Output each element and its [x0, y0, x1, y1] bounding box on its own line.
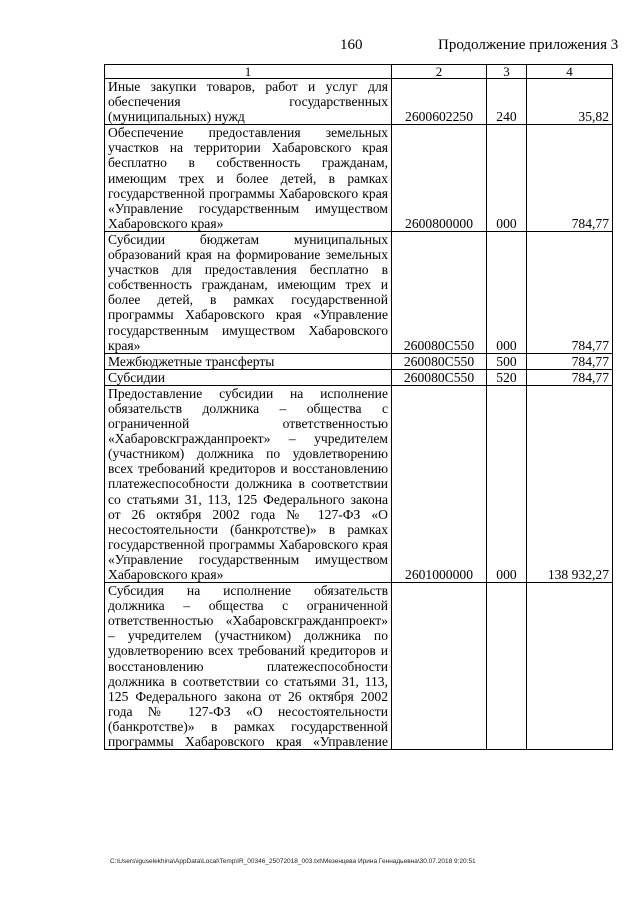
row-name: Субсидия на исполнение обязательств должника – общества с ограниченной ответственностью «Хабаровскгражданпроект» – учредителем (участником) должника по удовлетворению всех требований кредиторов и восстановлению платежеспособности должника в соответствии со статьями 31, 113, 125 Федерального закона от 26 октября 2002 года № 127-ФЗ «О несостоятельности (банкротстве)» в рамках государственной программы Хабаровского края «Управление: [105, 583, 392, 750]
row-code: 260080С550: [392, 353, 487, 369]
table-row: [105, 125, 613, 232]
row-type: 500: [487, 353, 527, 369]
page-number: 160: [340, 37, 363, 53]
row-type: 240: [487, 79, 527, 125]
row-name: Предоставление субсидии на исполнение обязательств должника – общества с ограниченной ответственностью «Хабаровскгражданпроект» – учредителем (участником) должника по удовлетворению всех требований кредиторов и восстановлению платежеспособности должника в соответствии со статьями 31, 113, 125 Федерального закона от 26 октября 2002 года № 127-ФЗ «О несостоятельности (банкротстве)» в рамках государственной программы Хабаровского края «Управление государственным имуществом Хабаровского края»: [105, 385, 392, 582]
continuation-label: Продолжение приложения 3: [438, 37, 619, 53]
row-amount: 35,82: [527, 79, 613, 125]
table-row: [105, 369, 613, 385]
row-code: [392, 583, 487, 750]
table-row: [105, 583, 613, 750]
row-type: 000: [487, 385, 527, 582]
row-amount: 138 932,27: [527, 385, 613, 582]
row-type: 000: [487, 125, 527, 232]
table-header-row: [105, 65, 613, 79]
column-header: 2: [392, 65, 487, 79]
row-type: [487, 583, 527, 750]
row-amount: 784,77: [527, 231, 613, 353]
column-header: 1: [105, 65, 392, 79]
budget-table: [104, 64, 613, 750]
row-code: 2600800000: [392, 125, 487, 232]
row-name: Субсидии: [105, 369, 392, 385]
table-row: [105, 79, 613, 125]
row-type: 000: [487, 231, 527, 353]
table-row: [105, 385, 613, 582]
column-header: 4: [527, 65, 613, 79]
table-row: [105, 353, 613, 369]
footer-file-path: C:\Users\iguselekhina\AppData\Local\Temp\IR_00346_25072018_003.txt\Мезенцева Ирина Геннадьевна\30.07.2018 9:20:51: [110, 858, 476, 865]
row-amount: 784,77: [527, 125, 613, 232]
row-name: Межбюджетные трансферты: [105, 353, 392, 369]
row-code: 260080С550: [392, 231, 487, 353]
row-amount: [527, 583, 613, 750]
row-code: 2601000000: [392, 385, 487, 582]
row-name: Субсидии бюджетам муниципальных образований края на формирование земельных участков для предоставления бесплатно в собственность гражданам, имеющим трех и более детей, в рамках государственной программы Хабаровского края «Управление государственным имуществом Хабаровского края»: [105, 231, 392, 353]
table-row: [105, 231, 613, 353]
row-type: 520: [487, 369, 527, 385]
row-amount: 784,77: [527, 353, 613, 369]
row-code: 260080С550: [392, 369, 487, 385]
row-name: Иные закупки товаров, работ и услуг для обеспечения государственных (муниципальных) нужд: [105, 79, 392, 125]
row-amount: 784,77: [527, 369, 613, 385]
row-name: Обеспечение предоставления земельных участков на территории Хабаровского края бесплатно в собственность гражданам, имеющим трех и более детей, в рамках государственной программы Хабаровского края «Управление государственным имуществом Хабаровского края»: [105, 125, 392, 232]
row-code: 2600602250: [392, 79, 487, 125]
column-header: 3: [487, 65, 527, 79]
